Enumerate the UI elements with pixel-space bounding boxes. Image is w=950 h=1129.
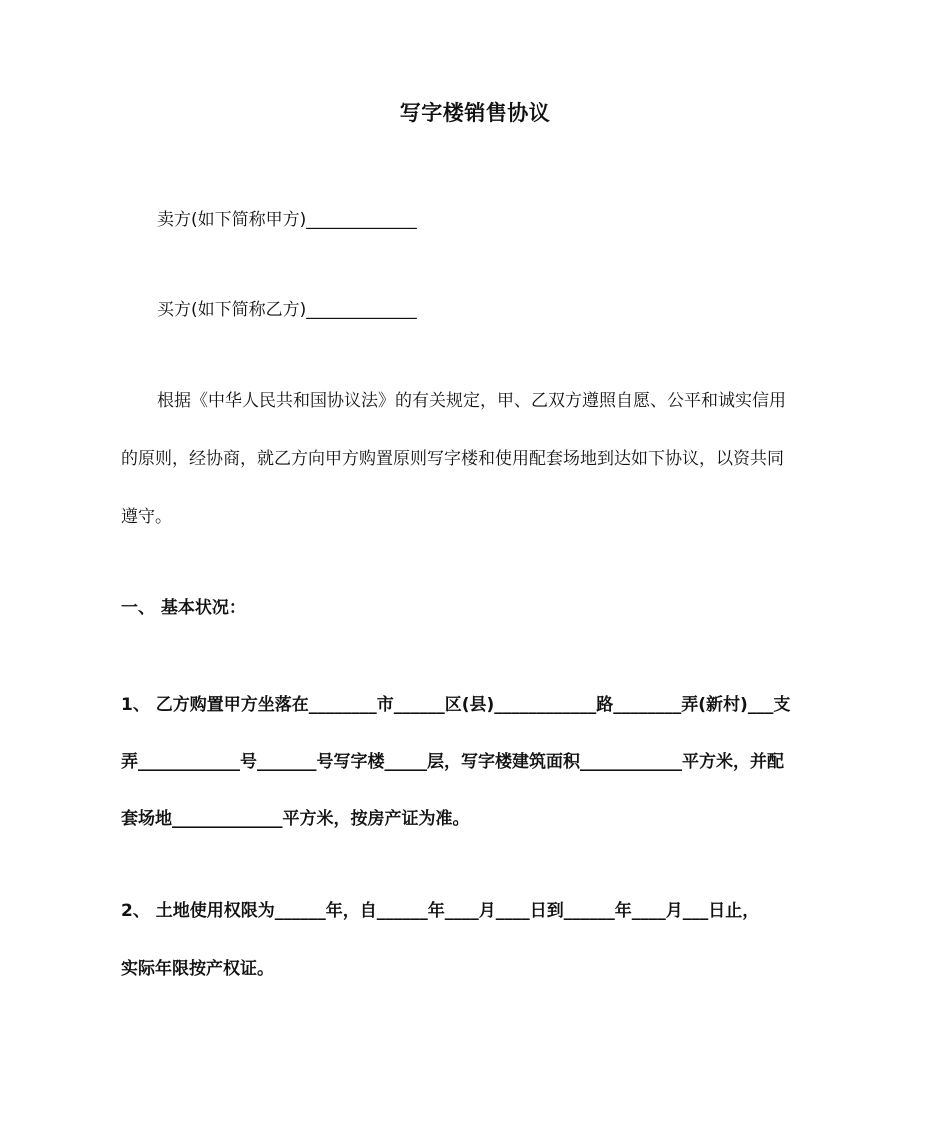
preamble-line-1: 根据《中华人民共和国协议法》的有关规定，甲、乙双方遵照自愿、公平和诚实信用 (157, 391, 786, 411)
preamble-line-2: 的原则，经协商，就乙方向甲方购置原则写字楼和使用配套场地到达如下协议，以资共同 (121, 449, 784, 469)
section-1-heading: 一、 基本状况： (121, 598, 246, 618)
clause-1-line-3: 套场地_____________平方米，按房产证为准。 (121, 809, 470, 829)
buyer-line: 买方(如下简称乙方)_____________ (157, 300, 417, 320)
clause-1-line-1: 1、 乙方购置甲方坐落在________市______区(县)____________路________弄(新村)___支 (121, 695, 791, 715)
seller-line: 卖方(如下简称甲方)_____________ (157, 210, 417, 230)
clause-2-line-1: 2、 土地使用权限为______年，自______年____月____日到______年____月___日止， (121, 901, 760, 921)
preamble-line-3: 遵守。 (121, 507, 172, 527)
clause-2-line-2: 实际年限按产权证。 (121, 959, 274, 979)
document-title: 写字楼销售协议 (399, 101, 551, 125)
clause-1-line-2: 弄____________号_______号写字楼_____层，写字楼建筑面积____________平方米，并配 (121, 752, 784, 772)
